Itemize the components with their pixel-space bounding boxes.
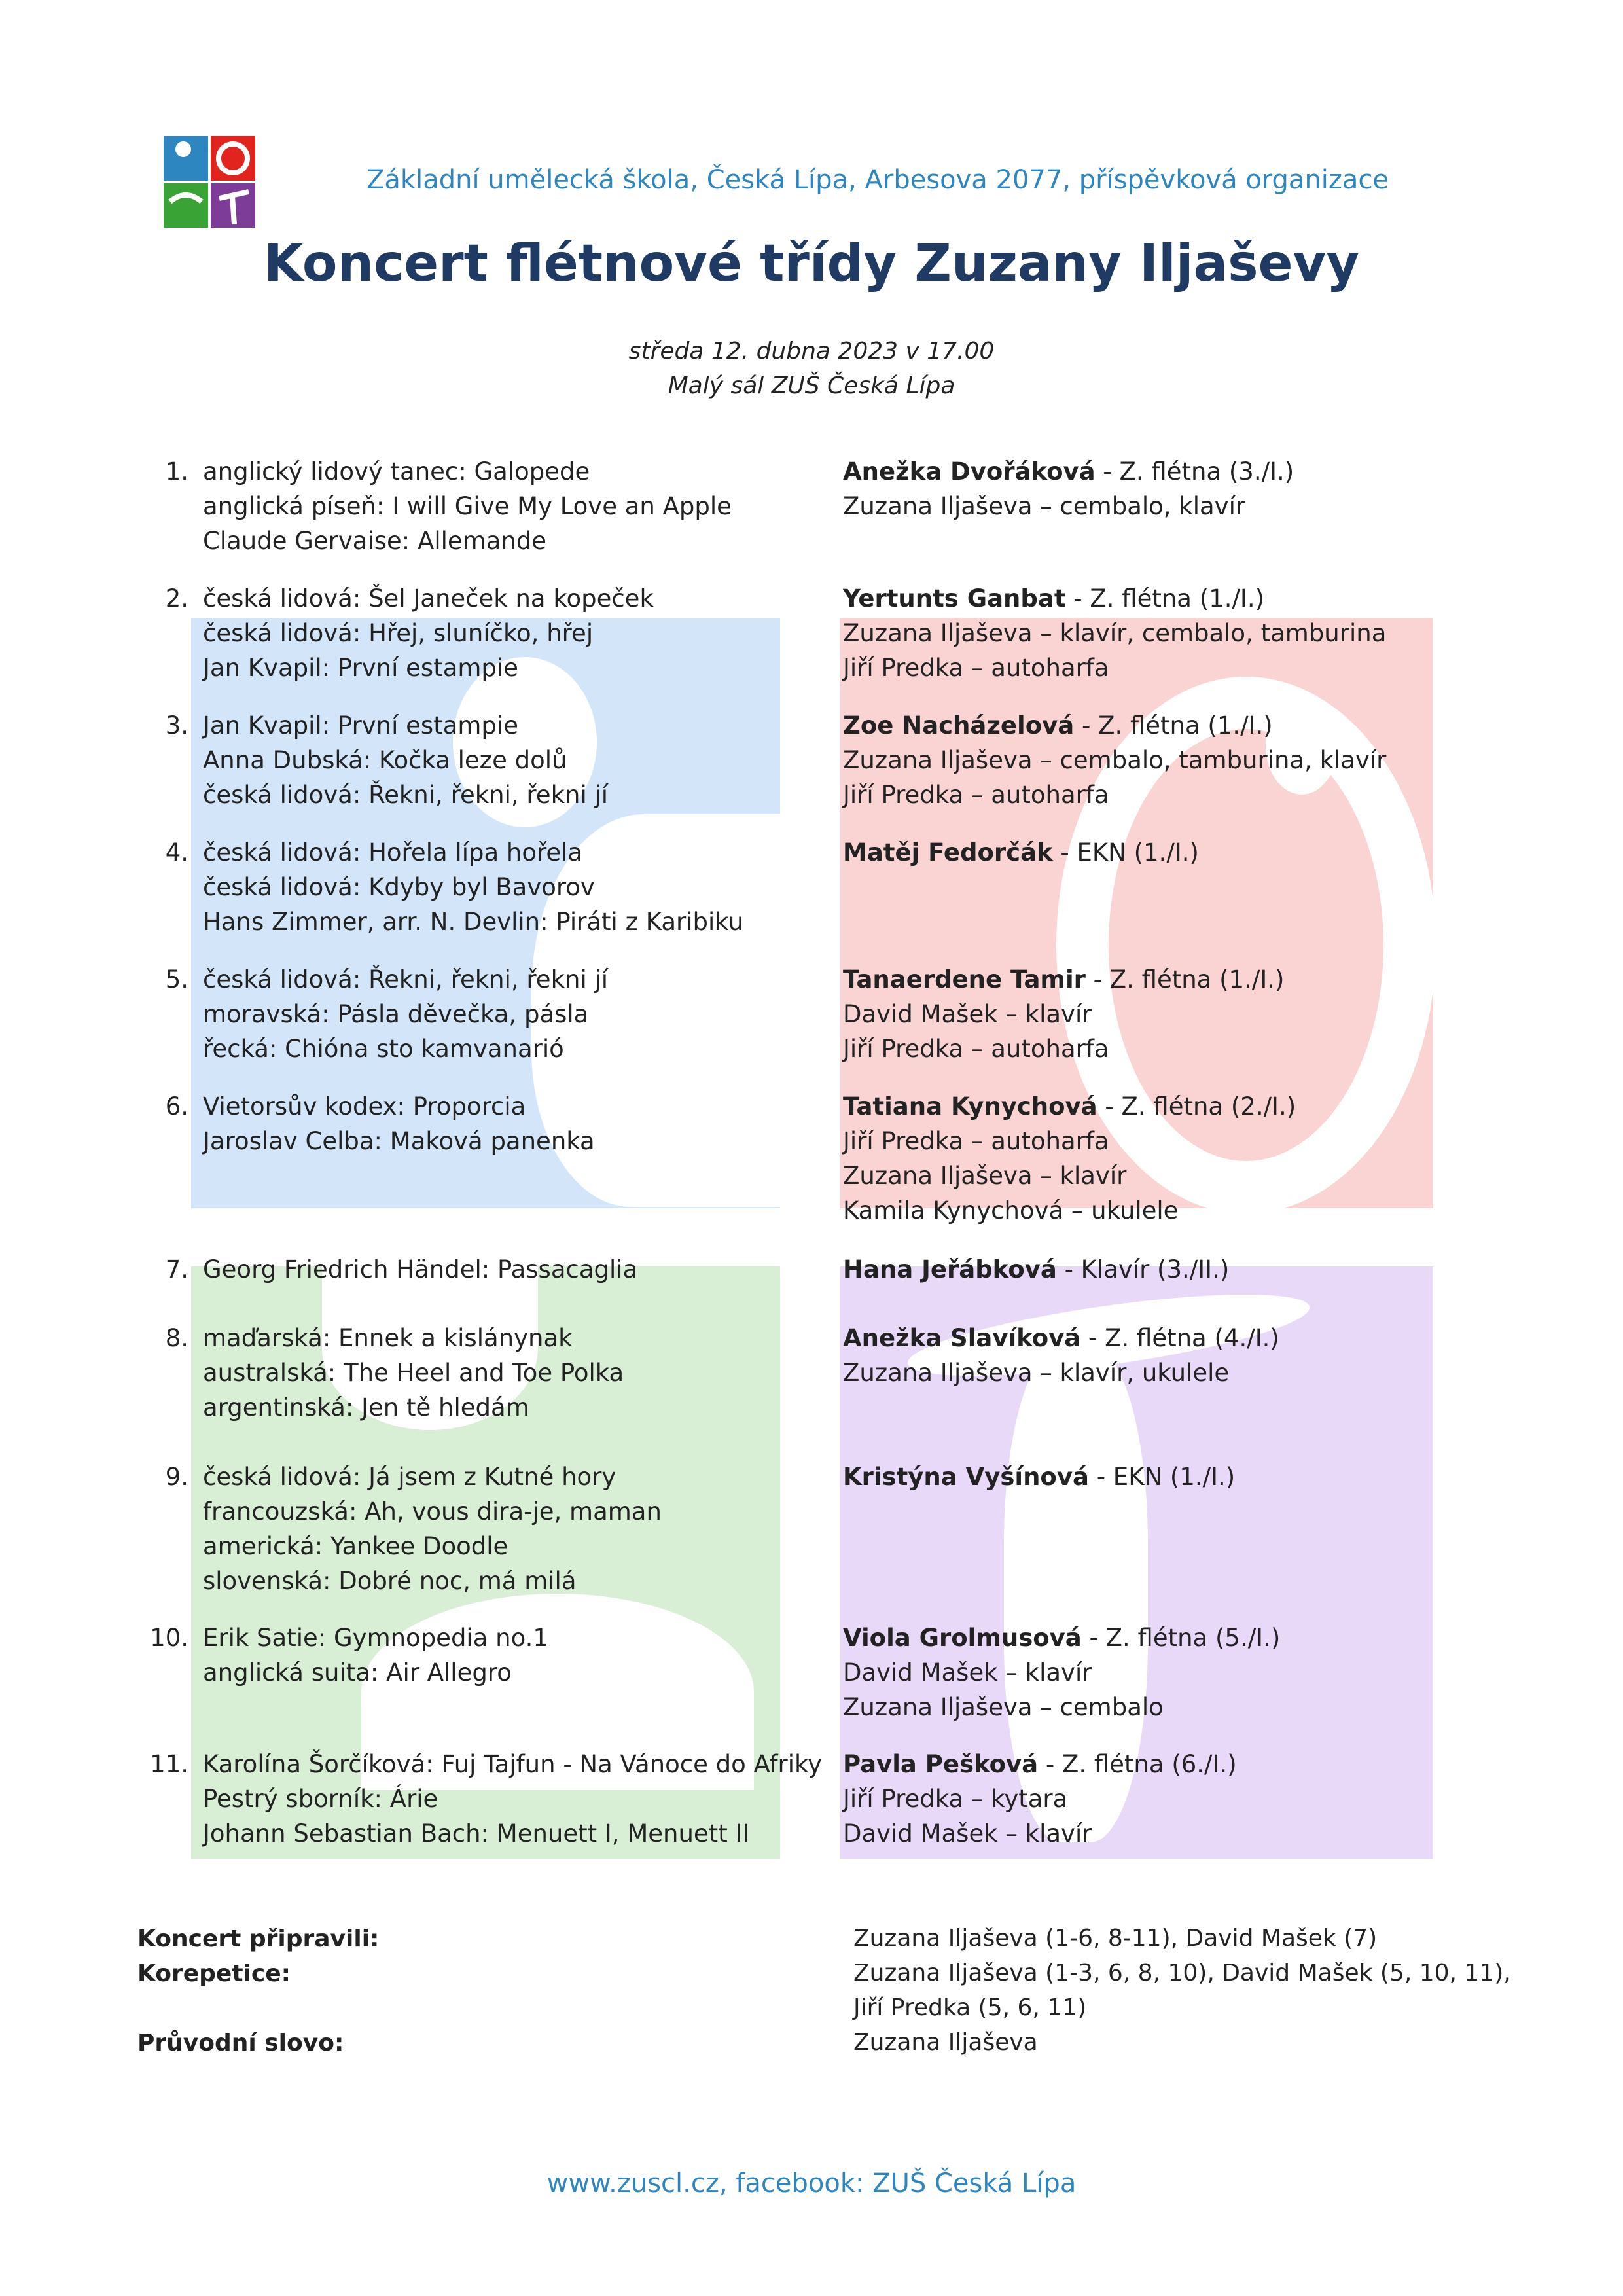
- soloist-line: [843, 1621, 1280, 1655]
- program-performers: [843, 1621, 1280, 1725]
- soloist-instrument: - Z. flétna (5./I.): [1081, 1624, 1281, 1652]
- soloist-instrument: - Z. flétna (1./I.): [1074, 711, 1273, 740]
- soloist-line: [843, 1747, 1237, 1782]
- program-performers: [843, 1089, 1296, 1228]
- speech-label: Průvodní slovo:: [137, 2030, 344, 2056]
- program-performers: [843, 962, 1284, 1066]
- accompanist: David Mašek – klavír: [843, 1000, 1092, 1028]
- accompanist: Jiří Predka – autoharfa: [843, 1035, 1109, 1063]
- soloist-instrument: - Z. flétna (1./I.): [1085, 965, 1285, 994]
- piece-title: Jan Kvapil: První estampie: [203, 711, 518, 740]
- program-pieces: [203, 1621, 548, 1690]
- accompanist: David Mašek – klavír: [843, 1659, 1092, 1687]
- soloist-name: Matěj Fedorčák: [843, 838, 1053, 867]
- piece-title: česká lidová: Šel Janeček na kopeček: [203, 584, 654, 613]
- soloist-line: [843, 1460, 1235, 1494]
- korepetice-label: Korepetice:: [137, 1960, 291, 1987]
- accompanist: Jiří Predka – autoharfa: [843, 654, 1109, 682]
- soloist-name: Tanaerdene Tamir: [843, 965, 1086, 994]
- program-number: 2.: [165, 584, 188, 613]
- piece-title: Vietorsův kodex: Proporcia: [203, 1092, 526, 1121]
- korepetice-value: Zuzana Iljaševa (1-3, 6, 8, 10), David Mašek (5, 10, 11), Jiří Predka (5, 6, 11): [853, 1960, 1511, 2021]
- piece-title: Hans Zimmer, arr. N. Devlin: Piráti z Karibiku: [203, 908, 744, 936]
- program-number: 8.: [165, 1324, 188, 1352]
- program-performers: [843, 581, 1386, 685]
- piece-title: anglická píseň: I will Give My Love an Apple: [203, 492, 732, 520]
- piece-title: Johann Sebastian Bach: Menuett I, Menuett II: [203, 1820, 750, 1848]
- piece-title: česká lidová: Kdyby byl Bavorov: [203, 873, 595, 901]
- program-number: 3.: [165, 711, 188, 740]
- soloist-instrument: - EKN (1./I.): [1052, 838, 1199, 867]
- soloist-name: Zoe Nacházelová: [843, 711, 1075, 740]
- program-number: 1.: [165, 457, 188, 486]
- piece-title: moravská: Pásla děvečka, pásla: [203, 1000, 589, 1028]
- soloist-name: Tatiana Kynychová: [843, 1092, 1097, 1121]
- accompanist: Jiří Predka – autoharfa: [843, 1127, 1109, 1155]
- program-pieces: [203, 1321, 624, 1425]
- soloist-instrument: - Klavír (3./II.): [1056, 1255, 1230, 1283]
- program-performers: [843, 1460, 1235, 1494]
- piece-title: Claude Gervaise: Allemande: [203, 527, 547, 555]
- soloist-line: [843, 581, 1386, 616]
- piece-title: Georg Friedrich Händel: Passacaglia: [203, 1255, 638, 1283]
- program-pieces: [203, 1747, 822, 1851]
- accompanist: Zuzana Iljaševa – klavír: [843, 1162, 1127, 1190]
- accompanist: Zuzana Iljaševa – cembalo, klavír: [843, 492, 1246, 520]
- piece-title: anglický lidový tanec: Galopede: [203, 457, 590, 486]
- page-title: Koncert flétnové třídy Zuzany Iljaševy: [263, 234, 1360, 293]
- program-number: 6.: [165, 1092, 188, 1121]
- program-performers: [843, 1747, 1237, 1851]
- piece-title: Erik Satie: Gymnopedia no.1: [203, 1624, 548, 1652]
- soloist-line: [843, 962, 1284, 997]
- soloist-instrument: - Z. flétna (6./I.): [1038, 1750, 1237, 1778]
- piece-title: řecká: Chióna sto kamvanarió: [203, 1035, 564, 1063]
- program-number: 4.: [165, 838, 188, 867]
- speech-value: Zuzana Iljaševa: [853, 2029, 1038, 2056]
- program-performers: [843, 1252, 1229, 1287]
- soloist-instrument: - Z. flétna (4./I.): [1080, 1324, 1279, 1352]
- accompanist: Jiří Predka – kytara: [843, 1785, 1068, 1813]
- piece-title: anglická suita: Air Allegro: [203, 1659, 512, 1687]
- soloist-line: [843, 1252, 1229, 1287]
- piece-title: slovenská: Dobré noc, má milá: [203, 1567, 577, 1595]
- soloist-name: Hana Jeřábková: [843, 1255, 1057, 1283]
- program-number: 5.: [165, 965, 188, 994]
- accompanist: Kamila Kynychová – ukulele: [843, 1196, 1179, 1225]
- soloist-instrument: - EKN (1./I.): [1088, 1463, 1236, 1491]
- program-number: 7.: [165, 1255, 188, 1283]
- piece-title: americká: Yankee Doodle: [203, 1532, 508, 1560]
- program-pieces: [203, 962, 608, 1066]
- program-pieces: [203, 1089, 595, 1158]
- accompanist: Zuzana Iljaševa – cembalo, tamburina, klavír: [843, 746, 1387, 774]
- piece-title: Jaroslav Celba: Maková panenka: [203, 1127, 595, 1155]
- program-number: 10.: [150, 1624, 188, 1652]
- soloist-line: [843, 1321, 1279, 1355]
- piece-title: francouzská: Ah, vous dira-je, maman: [203, 1498, 662, 1526]
- piece-title: Karolína Šorčíková: Fuj Tajfun - Na Vánoce do Afriky: [203, 1750, 823, 1778]
- piece-title: Pestrý sborník: Árie: [203, 1785, 438, 1813]
- soloist-line: [843, 708, 1386, 743]
- soloist-line: [843, 1089, 1296, 1124]
- piece-title: Anna Dubská: Kočka leze dolů: [203, 746, 567, 774]
- accompanist: David Mašek – klavír: [843, 1820, 1092, 1848]
- school-name: Základní umělecká škola, Česká Lípa, Arbesova 2077, příspěvková organizace: [366, 165, 1389, 195]
- program-performers: [843, 454, 1294, 524]
- soloist-line: [843, 835, 1199, 870]
- concert-venue: Malý sál ZUŠ Česká Lípa: [668, 372, 955, 399]
- school-logo: [164, 136, 255, 228]
- soloist-instrument: - Z. flétna (3./I.): [1095, 457, 1294, 486]
- soloist-name: Anežka Dvořáková: [843, 457, 1096, 486]
- program-pieces: [203, 708, 608, 812]
- piece-title: maďarská: Ennek a kislánynak: [203, 1324, 573, 1352]
- prepared-value: Zuzana Iljaševa (1-6, 8-11), David Mašek (7): [853, 1925, 1378, 1952]
- soloist-name: Yertunts Ganbat: [843, 584, 1066, 613]
- accompanist: Zuzana Iljaševa – klavír, ukulele: [843, 1359, 1230, 1387]
- soloist-name: Anežka Slavíková: [843, 1324, 1081, 1352]
- piece-title: česká lidová: Hořela lípa hořela: [203, 838, 583, 867]
- piece-title: česká lidová: Já jsem z Kutné hory: [203, 1463, 616, 1491]
- piece-title: australská: The Heel and Toe Polka: [203, 1359, 624, 1387]
- program-number: 9.: [165, 1463, 188, 1491]
- program-pieces: [203, 581, 654, 685]
- program-performers: [843, 708, 1386, 812]
- soloist-name: Viola Grolmusová: [843, 1624, 1082, 1652]
- accompanist: Zuzana Iljaševa – cembalo: [843, 1693, 1164, 1721]
- prepared-label: Koncert připravili:: [137, 1926, 380, 1952]
- program-pieces: [203, 1460, 662, 1598]
- accompanist: Zuzana Iljaševa – klavír, cembalo, tamburina: [843, 619, 1387, 647]
- soloist-line: [843, 454, 1294, 489]
- program-pieces: [203, 454, 732, 558]
- program-number: 11.: [150, 1750, 188, 1778]
- concert-date: středa 12. dubna 2023 v 17.00: [628, 338, 995, 365]
- piece-title: Jan Kvapil: První estampie: [203, 654, 518, 682]
- program-pieces: [203, 1252, 637, 1287]
- piece-title: česká lidová: Řekni, řekni, řekni jí: [203, 781, 609, 809]
- program-performers: [843, 835, 1199, 870]
- program-pieces: [203, 835, 743, 939]
- program-performers: [843, 1321, 1279, 1390]
- website-link[interactable]: www.zuscl.cz, facebook: ZUŠ Česká Lípa: [546, 2168, 1077, 2198]
- soloist-name: Pavla Pešková: [843, 1750, 1039, 1778]
- soloist-name: Kristýna Vyšínová: [843, 1463, 1089, 1491]
- accompanist: Jiří Predka – autoharfa: [843, 781, 1109, 809]
- piece-title: česká lidová: Hřej, sluníčko, hřej: [203, 619, 594, 647]
- soloist-instrument: - Z. flétna (1./I.): [1065, 584, 1265, 613]
- piece-title: česká lidová: Řekni, řekni, řekni jí: [203, 965, 609, 994]
- soloist-instrument: - Z. flétna (2./I.): [1097, 1092, 1296, 1121]
- piece-title: argentinská: Jen tě hledám: [203, 1393, 529, 1422]
